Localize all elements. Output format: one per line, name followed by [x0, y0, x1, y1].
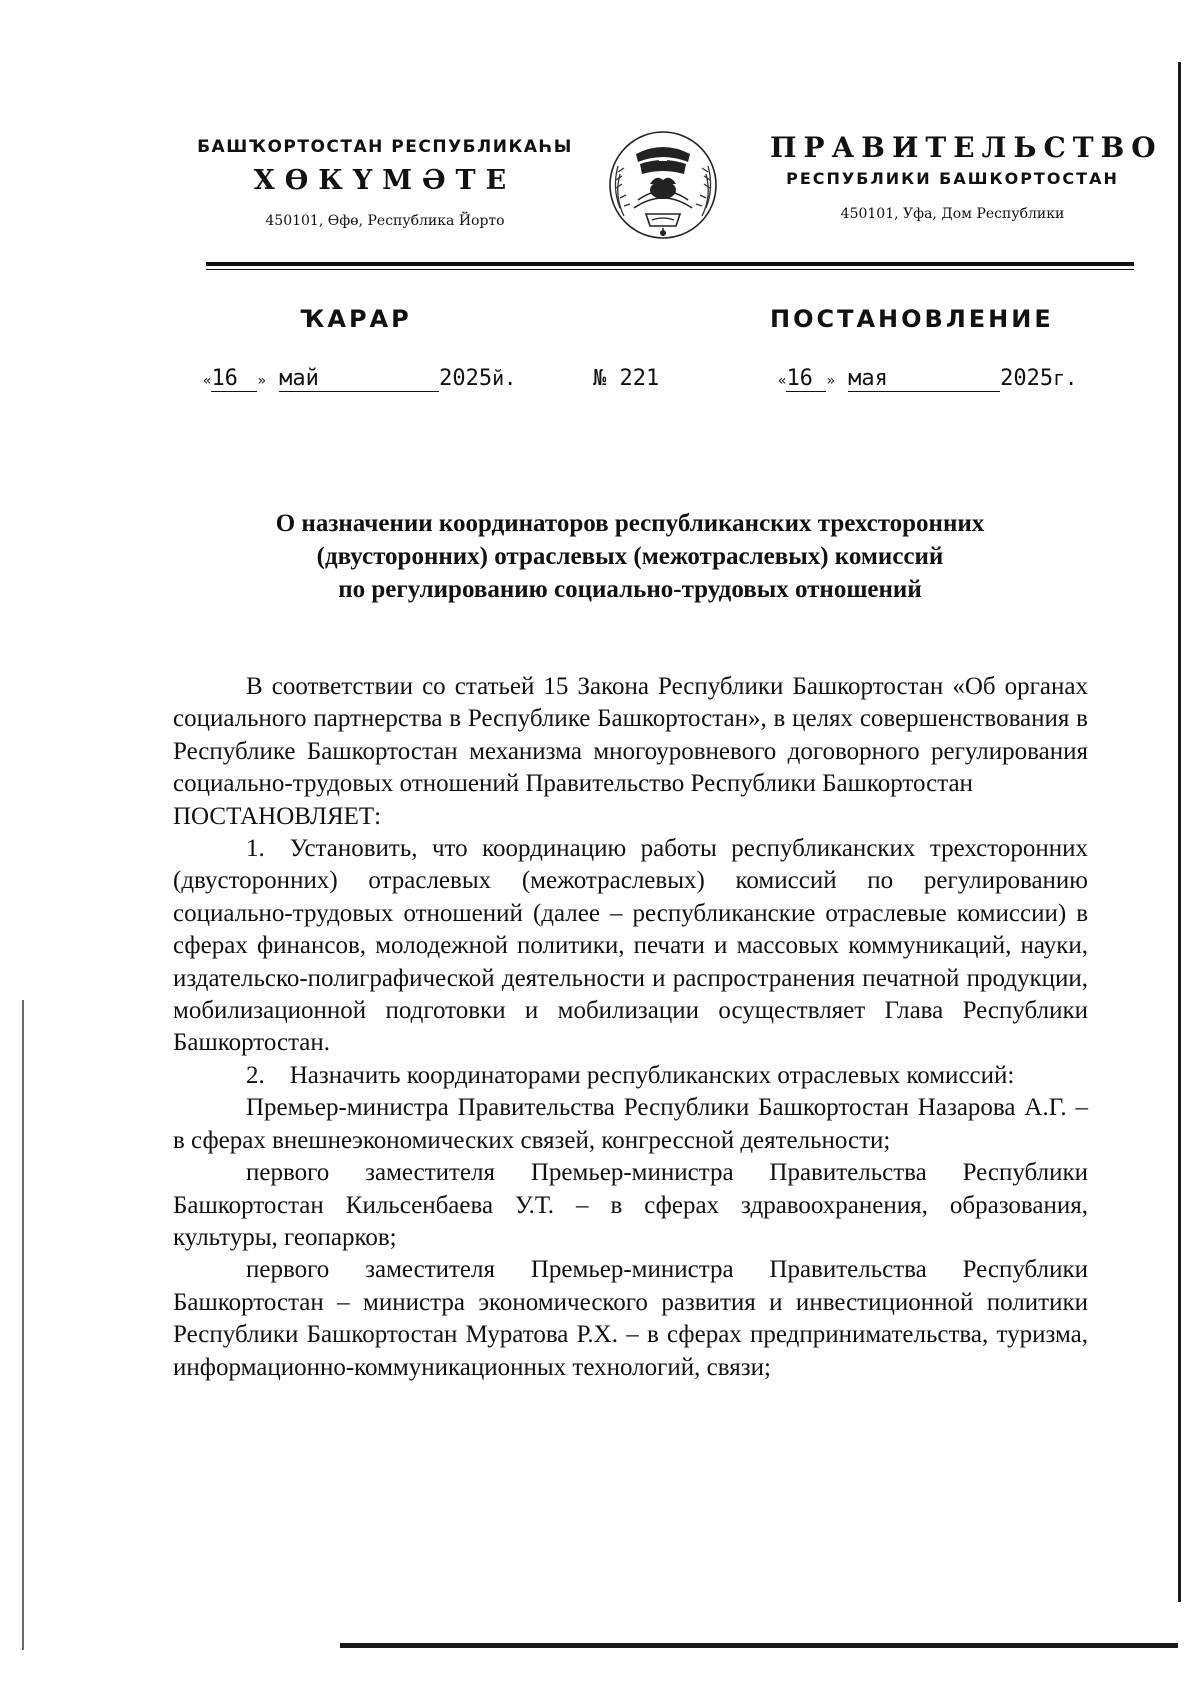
letterhead-ru-government: ПРАВИТЕЛЬСТВО — [770, 131, 1163, 164]
scan-border-right — [1178, 62, 1181, 1602]
item-2-paragraph: 2. Назначить координаторами республиканских отраслевых комиссий: — [246, 1061, 1015, 1089]
resolves-word: ПОСТАНОВЛЯЕТ: — [173, 802, 382, 830]
document-title — [180, 507, 1080, 606]
title-line: по регулированию социально-трудовых отношений — [338, 576, 922, 603]
letterhead-ru-address: 450101, Уфа, Дом Республики — [840, 206, 1065, 222]
letterhead-russian — [770, 131, 1163, 222]
date-year-prefix: 20 — [439, 366, 466, 391]
letterhead-ba-address: 450101, Өфө, Республика Йорто — [265, 213, 505, 229]
date-day: 16 — [211, 366, 257, 392]
document-kind-russian: ПОСТАНОВЛЕНИЕ — [770, 305, 1054, 333]
document-date-bashkir — [203, 366, 516, 392]
date-year-prefix: 20 — [1000, 366, 1027, 391]
coat-of-arms-icon — [606, 128, 720, 242]
document-date-russian — [778, 366, 1077, 392]
date-year: 25 — [465, 366, 493, 391]
letterhead-ba-republic: БАШҠОРТОСТАН РЕСПУБЛИКАҺЫ — [197, 137, 573, 157]
date-year: 25 — [1026, 366, 1054, 391]
date-month: мая — [848, 366, 1000, 392]
letterhead-bashkir — [190, 137, 580, 229]
coordinator-paragraph: первого заместителя Премьер-министра Правительства Республики Башкортостан Кильсенбаева У.Т. – в сферах здравоохранения, образования, культуры, геопарков; — [173, 1159, 1088, 1251]
scan-border-bottom — [340, 1643, 1178, 1648]
date-quote-open: « — [778, 373, 787, 389]
document-number: № 221 — [593, 366, 660, 391]
date-quote-open: « — [203, 373, 212, 389]
coordinator-paragraph: первого заместителя Премьер-министра Правительства Республики Башкортостан – министра экономического развития и инвестиционной политики Республики Башкортостан Муратова Р.Х. – в сферах предпринимательства, туризма, информационно-коммуникационных технологий, связи; — [173, 1256, 1088, 1381]
date-day: 16 — [786, 366, 826, 392]
letterhead-ba-government: ХӨКҮМӘТЕ — [253, 165, 517, 196]
document-body — [173, 671, 1088, 1384]
item-1-paragraph: 1. Установить, что координацию работы республиканских трехсторонних (двусторонних) отраслевых (межотраслевых) комиссий по регулированию социально-трудовых отношений (далее – республиканские отраслевые комиссии) в сферах финансов, молодежной политики, печати и массовых коммуникаций, науки, издательско-полиграфической деятельности и распространения печатной продукции, мобилизационной подготовки и мобилизации осуществляет Глава Республики Башкортостан. — [173, 835, 1088, 1057]
letterhead-divider-thin — [206, 269, 1134, 270]
scan-border-left — [22, 1000, 24, 1650]
document-kind-bashkir: ҠАРАР — [300, 305, 412, 333]
letterhead-ru-republic: РЕСПУБЛИКИ БАШКОРТОСТАН — [786, 169, 1119, 188]
letterhead-divider-thick — [206, 262, 1134, 266]
date-quote-close: » — [826, 373, 835, 389]
title-line: (двусторонних) отраслевых (межотраслевых) комиссий — [316, 543, 944, 570]
date-suffix: й. — [492, 366, 517, 390]
coordinator-paragraph: Премьер-министра Правительства Республики Башкортостан Назарова А.Г. – в сферах внешнеэкономических связей, конгрессной деятельности; — [173, 1094, 1088, 1154]
title-line: О назначении координаторов республиканских трехсторонних — [275, 510, 985, 537]
date-quote-close: » — [257, 373, 266, 389]
date-suffix: г. — [1053, 366, 1078, 390]
date-month: май — [279, 366, 439, 392]
preamble-paragraph: В соответствии со статьей 15 Закона Республики Башкортостан «Об органах социального партнерства в Республике Башкортостан», в целях совершенствования в Республике Башкортостан механизма многоуровневого договорного регулирования социально-трудовых отношений Правительство Республики Башкортостан — [173, 673, 1088, 798]
